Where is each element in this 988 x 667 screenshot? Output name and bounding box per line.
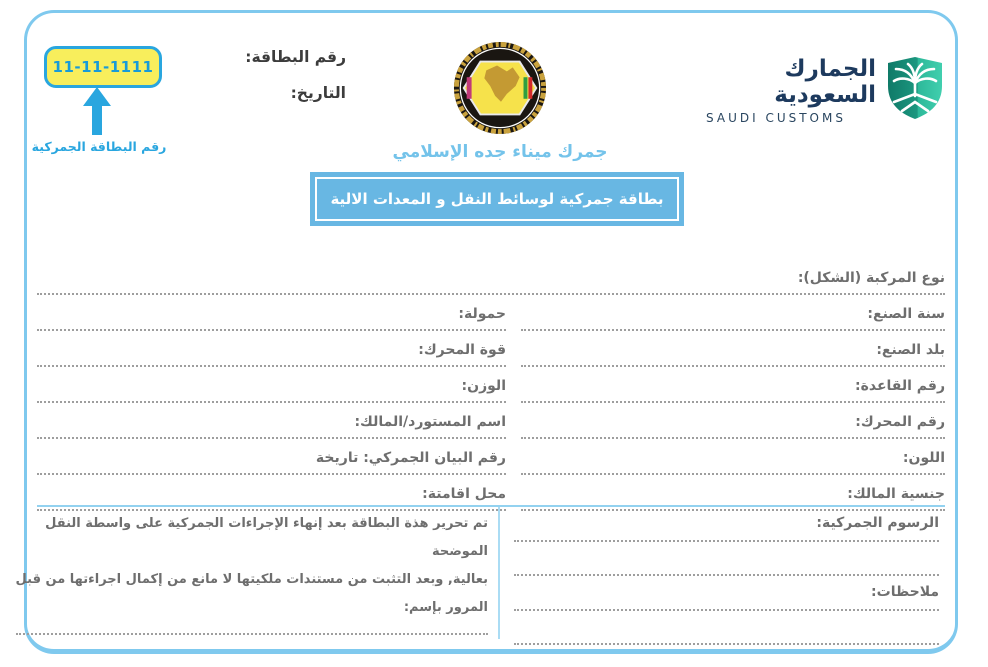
field-label: رقم القاعدة: (855, 378, 945, 394)
form-row (37, 342, 945, 367)
field-load (37, 306, 506, 331)
field-line (37, 323, 506, 331)
vehicle-type-label: نوع المركبة (الشكل): (797, 270, 945, 286)
arrow-up-icon (83, 87, 111, 106)
field-declaration-number (37, 450, 506, 475)
fees-line (514, 534, 939, 542)
field-line (521, 395, 945, 403)
field-importer-name (37, 414, 506, 439)
vehicle-type-line (37, 287, 945, 295)
field-line (37, 431, 506, 439)
issued-name-label: المرور بإسم: (403, 600, 488, 615)
fees-label: الرسوم الجمركية: (816, 515, 939, 531)
form-row (37, 306, 945, 331)
statement-panel (12, 507, 498, 639)
fees-line (514, 568, 939, 576)
statement-line: بعالية, وبعد التثبت من مستندات ملكيتها لا مانع من إكمال اجراءتها من قبل (15, 572, 488, 587)
form-row (37, 270, 945, 295)
saudi-customs-wordmark (676, 56, 876, 125)
field-label: جنسية المالك: (847, 486, 945, 502)
field-line (37, 467, 506, 475)
card-number-label: رقم البطاقة: (245, 48, 346, 66)
org-name-arabic: الجمارك السعودية (774, 56, 876, 109)
date-label: التاريخ: (290, 84, 346, 102)
field-label: قوة المحرك: (418, 342, 506, 358)
card-title: بطاقة جمركية لوسائط النقل و المعدات الالية (315, 177, 679, 221)
footer-section (15, 505, 945, 639)
field-label: اللون: (902, 450, 945, 466)
badge-caption: رقم البطاقة الجمركية (31, 139, 167, 154)
field-color (521, 450, 945, 475)
notes-label: ملاحظات: (871, 584, 939, 600)
field-line (37, 395, 506, 403)
field-label: حمولة: (458, 306, 506, 322)
form-row (37, 450, 945, 475)
field-label: اسم المستورد/المالك: (354, 414, 506, 430)
field-line (521, 431, 945, 439)
saudi-customs-logo (676, 56, 944, 125)
fees-notes-panel (498, 507, 945, 639)
field-line (521, 359, 945, 367)
form-row (37, 414, 945, 439)
field-label: سنة الصنع: (867, 306, 945, 322)
vehicle-form (37, 270, 945, 522)
field-line (521, 467, 945, 475)
field-label: الوزن: (461, 378, 506, 394)
notes-line (514, 603, 939, 611)
field-label: رقم المحرك: (855, 414, 945, 430)
field-weight (37, 378, 506, 403)
field-vehicle-type (37, 270, 945, 295)
gcc-emblem-icon (451, 40, 549, 136)
issued-name-line (16, 627, 488, 635)
statement-line: الموضحة (431, 544, 488, 559)
port-title: جمرك ميناء جده الإسلامي (392, 142, 608, 162)
card-title-box (310, 172, 684, 226)
card-number-badge: 11-11-1111 (44, 46, 162, 88)
field-engine-power (37, 342, 506, 367)
statement-line: تم تحرير هذة البطاقة بعد إنهاء الإجراءات الجمركية على واسطة النقل (45, 516, 488, 531)
field-manufacture-country (521, 342, 945, 367)
arrow-up-icon-shaft (92, 105, 102, 135)
field-label: رقم البيان الجمركي: تاريخة (315, 450, 506, 466)
field-chassis-number (521, 378, 945, 403)
form-row (37, 378, 945, 403)
field-line (521, 323, 945, 331)
saudi-customs-shield-icon (886, 56, 944, 124)
field-line (37, 359, 506, 367)
field-engine-number (521, 414, 945, 439)
field-label: بلد الصنع: (876, 342, 945, 358)
field-manufacture-year (521, 306, 945, 331)
notes-line (514, 637, 939, 645)
field-label: محل اقامتة: (422, 486, 506, 502)
org-name-english: SAUDI CUSTOMS (706, 110, 846, 125)
